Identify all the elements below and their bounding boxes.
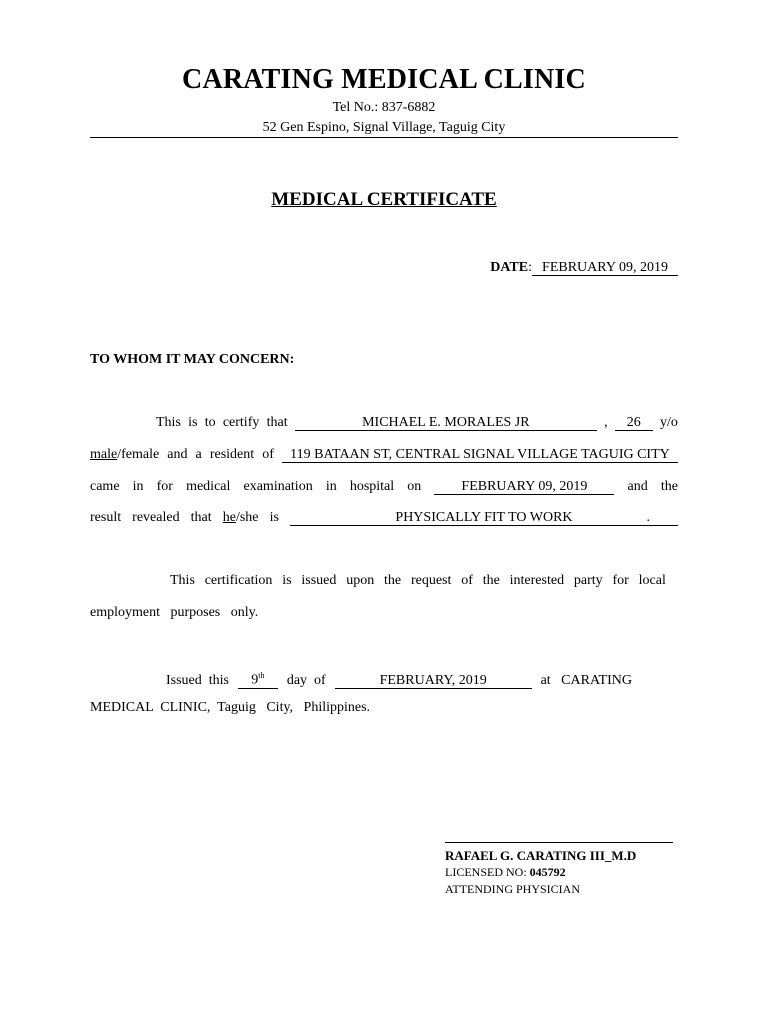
exam-result	[290, 510, 678, 526]
certify-line-2	[90, 447, 678, 463]
word: the	[482, 573, 500, 588]
exam-date: FEBRUARY 09, 2019	[434, 479, 614, 495]
issued-day-number: 9	[251, 672, 259, 688]
certify-line-3	[90, 479, 678, 495]
sex-male: male	[90, 447, 118, 462]
clinic-name: CARATING MEDICAL CLINIC	[182, 64, 586, 95]
license-label: LICENSED NO:	[445, 865, 530, 879]
word: upon	[346, 573, 375, 588]
word: issued	[301, 573, 337, 588]
document-title: MEDICAL CERTIFICATE	[271, 189, 497, 210]
patient-name: MICHAEL E. MORALES JR	[295, 415, 597, 431]
certify-line-4	[90, 510, 678, 526]
word: for	[612, 573, 629, 588]
purpose-text: employment purposes only.	[90, 605, 259, 620]
word: This	[170, 573, 195, 588]
word: is	[269, 510, 279, 525]
certify-line-1	[90, 415, 678, 431]
word: in	[132, 479, 144, 494]
word: for	[156, 479, 173, 494]
word: local	[638, 573, 666, 588]
issued-location: MEDICAL CLINIC, Taguig City, Philippines.	[90, 700, 371, 715]
word: the	[660, 479, 678, 494]
issued-month-year: FEBRUARY, 2019	[335, 673, 532, 689]
patient-age: 26	[615, 415, 653, 431]
issued-line-2	[90, 700, 678, 716]
clinic-telephone: Tel No.: 837-6882	[332, 100, 436, 115]
word: of	[262, 447, 274, 462]
exam-result-text: PHYSICALLY FIT TO WORK	[395, 510, 573, 525]
word: is	[188, 415, 198, 430]
word: resident	[209, 447, 255, 462]
word: the	[384, 573, 402, 588]
issued-day-suffix: th	[258, 671, 265, 680]
purpose-line-1	[90, 573, 666, 589]
word: is	[282, 573, 292, 588]
age-unit: y/o	[660, 415, 678, 430]
purpose-line-2	[90, 605, 678, 621]
signature-line	[445, 842, 673, 843]
word: of	[461, 573, 473, 588]
salutation: TO WHOM IT MAY CONCERN:	[90, 352, 295, 367]
word: party	[573, 573, 603, 588]
issued-day	[238, 668, 278, 689]
word: revealed	[132, 510, 180, 525]
patient-residence: 119 BATAAN ST, CENTRAL SIGNAL VILLAGE TAGUIG CITY	[282, 447, 678, 463]
day-of: day of	[286, 672, 326, 688]
header-divider	[90, 137, 678, 138]
word: came	[90, 479, 120, 494]
issued-this: Issued this	[166, 672, 229, 688]
pronoun-option	[223, 510, 259, 526]
word: a	[195, 447, 202, 462]
word: in	[325, 479, 337, 494]
word: to	[204, 415, 216, 430]
date-label: DATE	[490, 260, 529, 275]
word: result	[90, 510, 122, 525]
date-colon: :	[528, 260, 532, 275]
word: and	[167, 447, 188, 462]
physician-role: ATTENDING PHYSICIAN	[445, 882, 580, 896]
word: medical	[186, 479, 231, 494]
at-clinic: at CARATING	[540, 672, 632, 688]
issued-line-1	[90, 668, 632, 689]
date-line	[490, 260, 678, 276]
sex-option	[90, 447, 159, 463]
word: This	[156, 415, 181, 430]
word: certification	[204, 573, 273, 588]
word: examination	[243, 479, 313, 494]
word: and	[627, 479, 648, 494]
physician-name: RAFAEL G. CARATING III_M.D	[445, 848, 637, 863]
word: that	[266, 415, 288, 430]
word: certify	[222, 415, 260, 430]
license-line	[445, 865, 566, 880]
license-number: 045792	[529, 865, 566, 879]
result-period: .	[646, 510, 650, 525]
word: that	[190, 510, 212, 525]
date-value: FEBRUARY 09, 2019	[532, 260, 678, 276]
pronoun-she: /she	[235, 510, 259, 525]
pronoun-he: he	[222, 510, 236, 525]
word: hospital	[349, 479, 395, 494]
word: request	[410, 573, 452, 588]
comma: ,	[604, 415, 608, 430]
sex-female: /female	[117, 447, 160, 462]
word: on	[407, 479, 422, 494]
word: interested	[509, 573, 565, 588]
clinic-address: 52 Gen Espino, Signal Village, Taguig City	[262, 120, 506, 135]
